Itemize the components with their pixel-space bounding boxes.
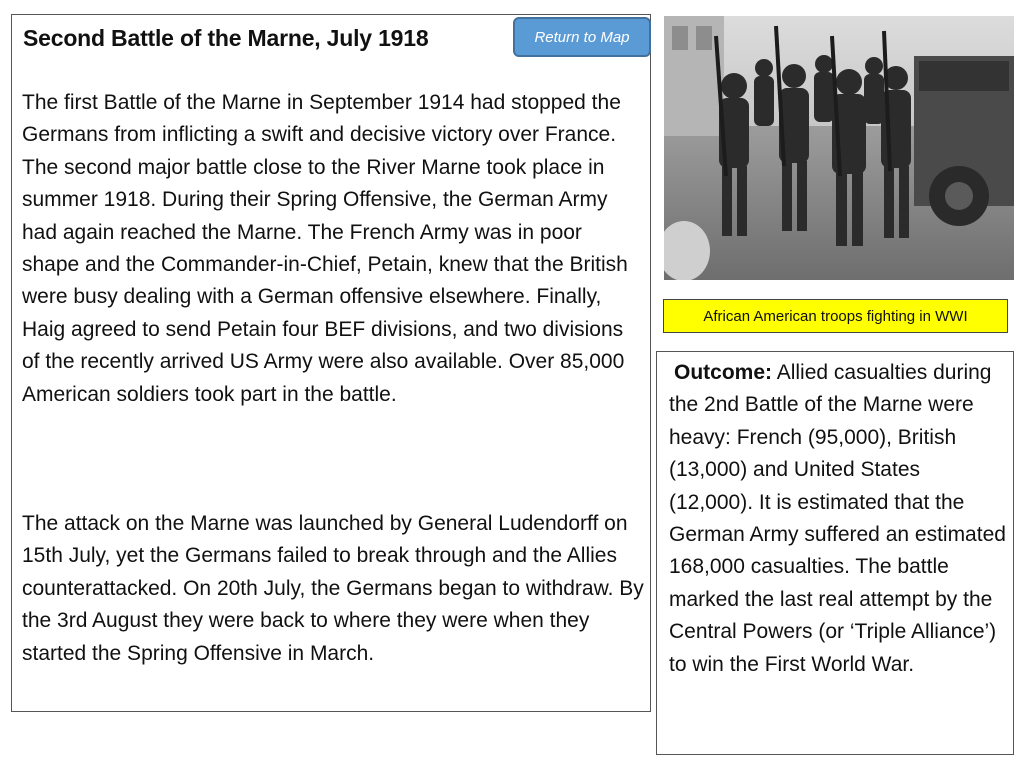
main-text-panel — [11, 14, 651, 712]
troops-photo — [664, 16, 1014, 280]
troops-photo-illustration — [664, 16, 1014, 280]
outcome-text: Allied casualties during the 2nd Battle of the Marne were heavy: French (95,000), British (13,000) and United States (12,000). It is estimated that the German Army suffered an estimated 168,000 casualties. The battle marked the last real attempt by the Central Powers (or ‘Triple Alliance’) to win the First World War. — [669, 361, 1006, 676]
return-to-map-button[interactable]: Return to Map — [513, 17, 651, 57]
page-title: Second Battle of the Marne, July 1918 — [23, 25, 429, 51]
body-paragraph-2: The attack on the Marne was launched by General Ludendorff on 15th July, yet the Germans failed to break through and the Allies counterattacked. On 20th July, the Germans began to withdraw. By the 3rd August they were back to where they were when they started the Spring Offensive in March. — [22, 512, 644, 665]
photo-caption: African American troops fighting in WWI — [663, 299, 1008, 333]
outcome-paragraph — [669, 357, 1007, 681]
body-paragraph-1: The first Battle of the Marne in September 1914 had stopped the Germans from inflicting a swift and decisive victory over France. The second major battle close to the River Marne took place in summer 1918. During their Spring Offensive, the German Army had again reached the Marne. The French Army was in poor shape and the Commander-in-Chief, Petain, knew that the British were busy dealing with a German offensive elsewhere. Finally, Haig agreed to send Petain four BEF divisions, and two divisions of the recently arrived US Army were also available. Over 85,000 American soldiers took part in the battle. — [22, 91, 628, 406]
outcome-label: Outcome: — [674, 361, 773, 384]
outcome-panel — [656, 351, 1014, 755]
